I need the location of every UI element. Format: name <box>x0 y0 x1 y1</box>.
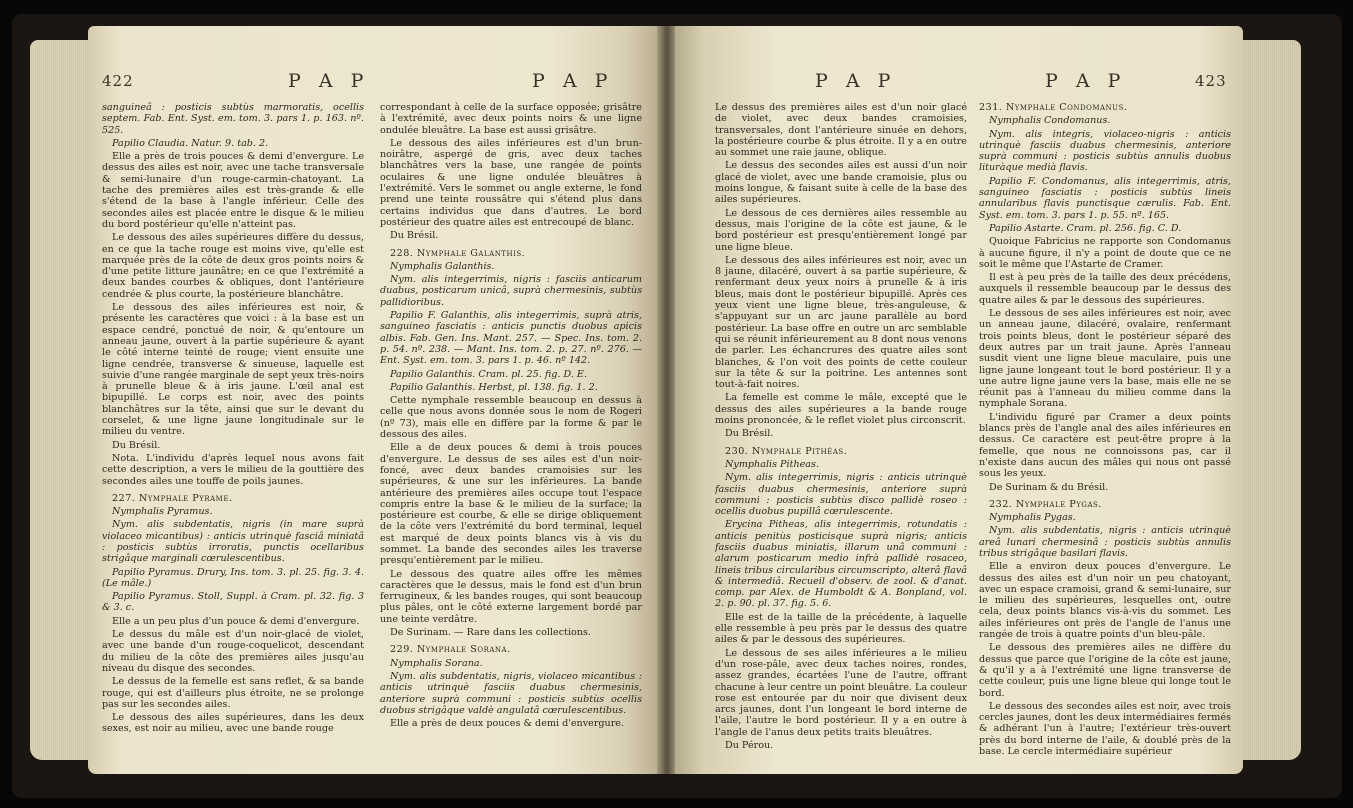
paragraph: Le dessus des secondes ailes est aussi d'un noir glacé de violet, avec une bande cramoisie, plus ou moins longue, & faisant suite à celle de la base des ailes supérieures. <box>715 160 967 206</box>
citation: Papilio Galanthis. Herbst, pl. 138. fig. 1. 2. <box>390 381 598 393</box>
citation: Papilio F. Galanthis, alis integerrimis, suprà atris, sanguineo fasciatis : anticis punctis duobus apicis albis. Fab. Gen. Ins. Mant. 257. — Spec. Ins. tom. 2. p. 54. nº. 238. — Mant. Ins. tom. 2. p. 27. nº. 276. — Ent. Syst. em. tom. 3. pars 1. p. 46. nº 142. <box>380 310 642 367</box>
entry-heading: 228. Nymphale Galanthis. <box>390 247 526 259</box>
paragraph: Elle a un peu plus d'un pouce & demi d'envergure. <box>112 615 360 627</box>
paragraph: Le dessous de ses ailes inférieures est noir, avec un anneau jaune, dilacéré, ovalaire, renfermant trois points bleus, dont le postérieur séparé des deux autres par un trait jaune. Après l'anneau susdit vient une ligne bleue maculaire, puis une ligne jaune longeant tout le bord postérieur. Il y a une autre ligne jaune vers la base, mais elle ne se réunit pas à l'anneau du milieu comme dans la nymphale Sorana. <box>979 308 1231 410</box>
locality: De Surinam & du Brésil. <box>989 481 1109 493</box>
paragraph: Le dessous de ces dernières ailes ressemble au dessus, mais l'origine de la côte est jaune, & le bord postérieur est presqu'entièrement longé par une ligne bleue. <box>715 207 967 253</box>
locality: Du Brésil. <box>390 230 439 242</box>
latin-name: Nymphalis Pitheas. <box>725 458 819 470</box>
latin-name: Nymphalis Pygas. <box>989 512 1076 524</box>
citation: Papilio Pyramus. Drury, Ins. tom. 3. pl. 25. fig. 3. 4. (Le mâle.) <box>102 566 364 589</box>
paragraph: sanguineâ : posticis subtùs marmoratis, ocellis septem. Fab. Ent. Syst. em. tom. 3. pars 1. p. 163. nº. 525. <box>102 102 364 136</box>
paragraph: Elle a près de trois pouces & demi d'envergure. Le dessus des ailes est noir, avec une tache transversale & semi-lunaire d'un rouge-carmin-chatoyant. La tache des premières ailes est très-grande & elle s'étend de la base à l'angle inférieur. Celle des secondes ailes est placée entre le disque & le milieu du bord postérieur qu'elle n'atteint pas. <box>102 151 364 230</box>
entry-heading: 230. Nymphale Pithéas. <box>725 445 848 457</box>
citation: Papilio Pyramus. Stoll, Suppl. à Cram. pl. 32. fig. 3 & 3. c. <box>102 591 364 614</box>
paragraph: Le dessous des premières ailes ne diffère du dessus que parce que l'origine de la côte est jaune, & qu'il y a à l'extrémité une ligne transverse de cette couleur, puis une ligne bleue qui longe tout le bord. <box>979 642 1231 699</box>
right-page-edges <box>1243 40 1301 760</box>
entry-heading: 229. Nymphale Sorana. <box>390 644 511 656</box>
right-running-head: P A P <box>815 70 897 92</box>
paragraph: Le dessus des premières ailes est d'un noir glacé de violet, avec deux bandes cramoisies, transversales, dont l'antérieure sinuée en dehors, la postérieure courbe & plus étroite. Il y a en outre au sommet une raie jaune, oblique. <box>715 102 967 159</box>
latin-name: Nymphalis Pyramus. <box>112 506 213 518</box>
right-page <box>675 26 1243 774</box>
paragraph: Le dessous des ailes inférieures est d'un brun-noirâtre, aspergé de gris, avec deux taches blanchâtres vers la base, une rangée de points oculaires & une ligne ondulée bleuâtres à l'extrémité. Vers le sommet ou angle externe, le fond prend une teinte roussâtre qui s'étend plus dans certains individus que dans d'autres. Le bord postérieur des quatre ailes est entrecoupé de blanc. <box>380 137 642 228</box>
note: Nota. L'individu d'après lequel nous avons fait cette description, a vers le milieu de la gouttière des secondes ailes une touffe de poils jaunes. <box>102 452 364 487</box>
latin-name: Nymphalis Condomanus. <box>989 115 1111 127</box>
paragraph: L'individu figuré par Cramer a deux points blancs près de l'angle anal des ailes inférieures en dessus. Ce caractère est peut-être propre à la femelle, que nous ne connoissons pas, car il n'existe dans aucun des mâles qui nous ont passé sous les yeux. <box>979 411 1231 480</box>
right-column-2 <box>979 102 1231 762</box>
paragraph: Le dessus de la femelle est sans reflet, & sa bande rouge, qui est d'ailleurs plus étroite, ne se prolonge pas sur les secondes ailes. <box>102 676 364 710</box>
citation: Erycina Pitheas, alis integerrimis, rotundatis : anticis penitùs posticisque suprà nigris; anticis fasciis duabus miniatis, illarum unâ communi : alarum posticarum medio infrà pallidè rosaceo, lineis tribus circularibus circumscripto, alterâ flavâ & intermediâ. Recueil d'observ. de zool. & d'anat. comp. par Alex. de Humboldt & A. Bonpland, vol. 2. p. 90. pl. 37. fig. 5. 6. <box>715 519 967 610</box>
latin-diagnosis: Nym. alis integris, violaceo-nigris : anticis utrinquè fasciis duabus chermesinis, anteriore suprà communi : posticis subtùs annulis duobus lituràque medià flavis. <box>979 128 1231 174</box>
paragraph: La femelle est comme le mâle, excepté que le dessus des ailes supérieures a la bande rouge moins prononcée, & le reflet violet plus circonscrit. <box>715 392 967 427</box>
paragraph: Elle a près de deux pouces & demi d'envergure. <box>390 718 625 730</box>
paragraph: Le dessus du mâle est d'un noir-glacé de violet, avec une bande d'un rouge-coquelicot, descendant du milieu de la côte des premières ailes jusqu'au niveau du disque des secondes. <box>102 629 364 674</box>
locality: Du Pérou. <box>725 740 774 752</box>
right-page-number: 423 <box>1195 72 1227 90</box>
entry-heading: 232. Nymphale Pygas. <box>989 498 1102 510</box>
citation: Papilio Astarte. Cram. pl. 256. fig. C. D. <box>989 222 1182 234</box>
latin-name: Nymphalis Galanthis. <box>390 260 495 272</box>
latin-diagnosis: Nym. alis subdentatis, nigris : anticis utrinquè areâ lunari chermesinâ : posticis subtùs annulis tribus strigâque basilari flavis. <box>979 525 1231 559</box>
right-running-head-right: P A P <box>1045 70 1127 92</box>
left-column-2 <box>380 102 642 762</box>
latin-diagnosis: Nym. alis integerrimis, nigris : anticis utrinquè fasciis duabus chermesinis, anteriore suprà communi : posticis subtùs disco pallidè roseo : ocellis duobus pupillâ cœrulescente. <box>715 472 967 518</box>
left-running-head-right: P A P <box>532 70 614 92</box>
citation: Papilio Claudia. Natur. 9. tab. 2. <box>112 137 269 149</box>
paragraph: Elle a environ deux pouces d'envergure. Le dessus des ailes est d'un noir un peu chatoyant, avec un espace cramoisi, grand & semi-lunaire, sur le milieu des supérieures, lesquelles ont, outre cela, deux points blancs vis-à-vis du sommet. Les ailes inférieures ont près de l'angle de l'anus une rangée de trois à quatre points d'un bleu-pâle. <box>979 561 1231 641</box>
paragraph: Elle a de deux pouces & demi à trois pouces d'envergure. Le dessus de ses ailes est d'un noir-foncé, avec deux bandes cramoisies sur les supérieures, & une sur les inférieures. La bande antérieure des premières ailes occupe tout l'espace compris entre la base & le milieu de la surface; la postérieure est courbe, & elle se dirige obliquement de la côte vers l'extrémité du bord terminal, lequel est marqué de deux points blancs vis à vis du sommet. La bande des secondes ailes les traverse presqu'entièrement par le milieu. <box>380 442 642 567</box>
book-gutter <box>657 26 677 774</box>
citation: Papilio F. Condomanus, alis integerrimis, atris, sanguineo fasciatis : posticis subtùs lineis annularibus flavis punctisque cærulis. Fab. Ent. Syst. em. tom. 3. pars 1. p. 55. nº. 165. <box>979 175 1231 221</box>
left-page-number: 422 <box>102 72 134 90</box>
paragraph: Le dessous des ailes inférieures est noir, & présente les caractères que voici : à la base est un espace cendré, ponctué de noir, & qu'entoure un anneau jaune, ouvert à la partie supérieure & ayant le côté interne teinté de rouge; vient ensuite une ligne cendrée, transverse & sinueuse, laquelle est suivie d'une rangée marginale de sept yeux très-noirs à prunelle bleue & à iris jaune. L'œil anal est bipupillé. Le corps est noir, avec des points blanchâtres sur la tête, ainsi que sur le devant du corselet, & une ligne jaune longitudinale sur le milieu du ventre. <box>102 302 364 438</box>
latin-diagnosis: Nym. alis subdentatis, nigris, violaceo micantibus : anticis utrinquè fasciis duabus chermesinis, anteriore suprà communi : posticis subtùs ocellis duobus strigâque valdè angulatâ cœrulescentibus. <box>380 670 642 716</box>
left-running-head: P A P <box>288 70 370 92</box>
paragraph: Le dessous des quatre ailes offre les mêmes caractères que le dessus, mais le fond est d'un brun ferrugineux, & les bandes rouges, qui sont beaucoup plus pâles, ont le côté externe largement bordé par une teinte verdâtre. <box>380 568 642 625</box>
paragraph: Elle est de la taille de la précédente, à laquelle elle ressemble à peu près par le dessus des quatre ailes & par le dessous des supérieures. <box>715 611 967 646</box>
locality: De Surinam. — Rare dans les collections. <box>390 627 591 639</box>
entry-heading: 231. Nymphale Condomanus. <box>979 102 1128 113</box>
left-column-1 <box>102 102 364 762</box>
latin-diagnosis: Nym. alis subdentatis, nigris (in mare suprà violaceo micantibus) : anticis utrinquè fasciâ miniatâ : posticis subtùs irroratis, punctis ocellaribus strigâque marginali cœrulescentibus. <box>102 519 364 565</box>
left-page-edges <box>30 40 88 760</box>
locality: Du Brésil. <box>725 428 774 440</box>
paragraph: Cette nymphale ressemble beaucoup en dessus à celle que nous avons donnée sous le nom de Rogeri (nº 73), mais elle en diffère par la forme & par le dessous des ailes. <box>380 395 642 441</box>
paragraph: Le dessous des ailes inférieures est noir, avec un 8 jaune, dilacéré, ouvert à sa partie supérieure, & renfermant deux yeux noirs à prunelle & à iris bleus, mais dont le postérieur bipupillé. Après ces yeux vient une ligne bleue, très-anguleuse, & s'appuyant sur un arc jaune parallèle au bord postérieur. La base offre en outre un arc semblable qui se réunit inférieurement au 8 dont nous venons de parler. Les échancrures des quatre ailes sont blanches, & l'on voit des points de cette couleur sur la tête & sur la poitrine. Les antennes sont tout-à-fait noires. <box>715 254 967 391</box>
locality: Du Brésil. <box>112 439 161 451</box>
right-column-1 <box>715 102 967 762</box>
latin-name: Nymphalis Sorana. <box>390 657 483 669</box>
paragraph: Quoique Fabricius ne rapporte son Condomanus à aucune figure, il n'y a point de doute que ce ne soit le même que l'Astarte de Cramer. <box>979 236 1231 270</box>
paragraph: Le dessous des ailes supérieures, dans les deux sexes, est noir au milieu, avec une bande rouge <box>102 712 364 735</box>
paragraph: correspondant à celle de la surface opposée; grisâtre à l'extrémité, avec deux points noirs & une ligne ondulée bleuâtre. La base est aussi grisâtre. <box>380 102 642 136</box>
paragraph: Le dessous des secondes ailes est noir, avec trois cercles jaunes, dont les deux intermédiaires fermés & adhérant l'un à l'autre; l'extérieur très-ouvert près du bord interne de l'aile, & doublé près de la base. Le cercle intermédiaire supérieur <box>979 700 1231 758</box>
latin-diagnosis: Nym. alis integerrimis, nigris : fasciis anticarum duabus, posticarum unicâ, suprà chermesinis, subtùs pallidioribus. <box>380 274 642 308</box>
paragraph: Le dessous des ailes supérieures diffère du dessus, en ce que la tache rouge est moins vive, qu'elle est marquée près de la côte de deux gros points noirs & d'une petite litture jaunâtre; en ce que l'extrémité a deux bandes courbes & obliques, dont l'antérieure cendrée & plus courte, la postérieure blanchâtre. <box>102 232 364 300</box>
citation: Papilio Galanthis. Cram. pl. 25. fig. D. E. <box>390 368 587 380</box>
entry-heading: 227. Nymphale Pyrame. <box>112 492 233 504</box>
paragraph: Le dessous de ses ailes inférieures a le milieu d'un rose-pâle, avec deux taches noires, rondes, assez grandes, écartées l'une de l'autre, offrant chacune à leur centre un point bleuâtre. La couleur rose est entourée par du noir que divisent deux arcs jaunes, dont l'un longeant le bord interne de l'aile, l'autre le bord postérieur. Il y a en outre à l'angle de l'anus deux petits traits bleuâtres. <box>715 647 967 738</box>
left-page <box>88 26 660 774</box>
paragraph: Il est à peu près de la taille des deux précédens, auxquels il ressemble beaucoup par le dessus des quatre ailes & par le dessous des supérieures. <box>979 272 1231 306</box>
